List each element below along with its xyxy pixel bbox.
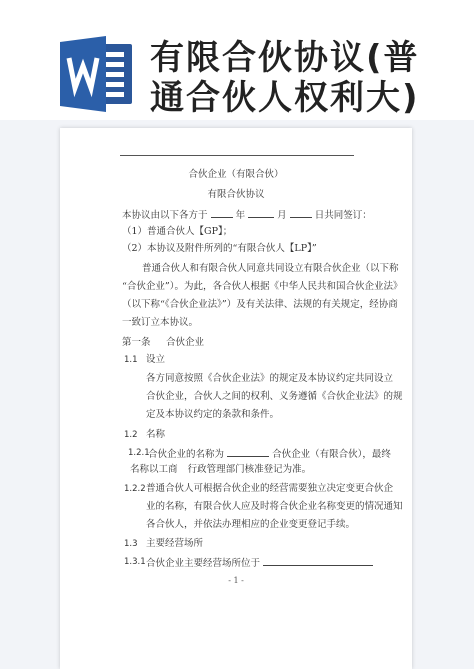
section-1-2-num: 1.2 — [124, 430, 138, 440]
blank-year — [211, 207, 233, 218]
s1-3-1-text: 合伙企业主要经营场所位于 — [146, 558, 261, 569]
header-rule — [120, 155, 354, 156]
page-title-line-1: 有限合伙协议(普 — [150, 38, 420, 78]
para1-line-4: 一致订立本协议。 — [122, 317, 199, 328]
chapter-1-label: 第一条 — [122, 337, 151, 348]
s1-1-line-1: 各方同意按照《合伙企业法》的规定及本协议约定共同设立 — [146, 373, 394, 384]
blank-month — [248, 207, 274, 218]
para1-line-3: （以下称“《合伙企业法》”）及有关法律、法规的有关规定，经协商 — [122, 299, 398, 310]
s1-1-line-2: 合伙企业，合伙人之间的权利、义务遵循《合伙企业法》的规 — [146, 391, 403, 402]
intro-a: 本协议由以下各方于 — [122, 210, 208, 221]
section-1-1-title: 设立 — [146, 354, 166, 365]
document-page — [60, 128, 412, 669]
s1-2-2-line-1: 普通合伙人可根据合伙企业的经营需要独立决定变更合伙企 — [146, 483, 394, 494]
party-1: （1）普通合伙人【GP】； — [122, 226, 233, 237]
s1-2-1-line-2 — [130, 463, 311, 477]
intro-c: 月 — [277, 210, 287, 221]
intro-d: 日共同签订： — [314, 210, 372, 221]
s1-2-2-line-3: 各合伙人，并依法办理相应的企业变更登记手续。 — [146, 519, 356, 530]
s1-2-2-line-2: 业的名称，有限合伙人应及时将合伙企业名称变更的情况通知 — [146, 501, 403, 512]
section-1-2-title: 名称 — [146, 429, 166, 440]
s1-2-1-a: 合伙企业的名称为 — [148, 449, 225, 460]
page-title-line-2: 通合伙人权利大) — [150, 78, 420, 118]
intro-line — [122, 207, 372, 223]
doc-heading-2: 有限合伙协议 — [207, 189, 265, 200]
blank-name — [227, 446, 269, 457]
blank-day — [290, 207, 312, 218]
para1-line-2: “合伙企业”）。为此，各合伙人根据《中华人民共和国合伙企业法》 — [122, 281, 403, 292]
s1-2-1-line-1 — [148, 446, 391, 462]
header-banner — [0, 0, 474, 120]
section-1-3-num: 1.3 — [124, 539, 138, 549]
blank-address — [263, 555, 373, 566]
s1-3-1-num: 1.3.1 — [124, 557, 146, 567]
intro-b: 年 — [235, 210, 246, 221]
doc-heading-1: 合伙企业（有限合伙） — [188, 169, 284, 180]
s1-3-1-line — [146, 555, 373, 571]
section-1-3-title: 主要经营场所 — [146, 538, 204, 549]
word-icon — [60, 36, 134, 112]
page-number: - 1 - — [228, 576, 244, 585]
s1-2-1-c: 名称以工商 — [130, 464, 178, 475]
s1-2-1-num: 1.2.1 — [128, 448, 150, 458]
s1-2-1-b: 合伙企业（有限合伙），最终 — [272, 449, 391, 460]
section-1-1-num: 1.1 — [124, 355, 138, 365]
s1-2-2-num: 1.2.2 — [124, 484, 146, 494]
party-2: （2）本协议及附件所列的“有限合伙人【LP】” — [122, 243, 317, 254]
s1-1-line-3: 定及本协议约定的条款和条件。 — [146, 409, 280, 420]
para1-line-1: 普通合伙人和有限合伙人同意共同设立有限合伙企业（以下称 — [142, 263, 399, 274]
s1-2-1-d: 行政管理部门核准登记为准。 — [187, 464, 312, 475]
chapter-1-title: 合伙企业 — [166, 337, 205, 348]
